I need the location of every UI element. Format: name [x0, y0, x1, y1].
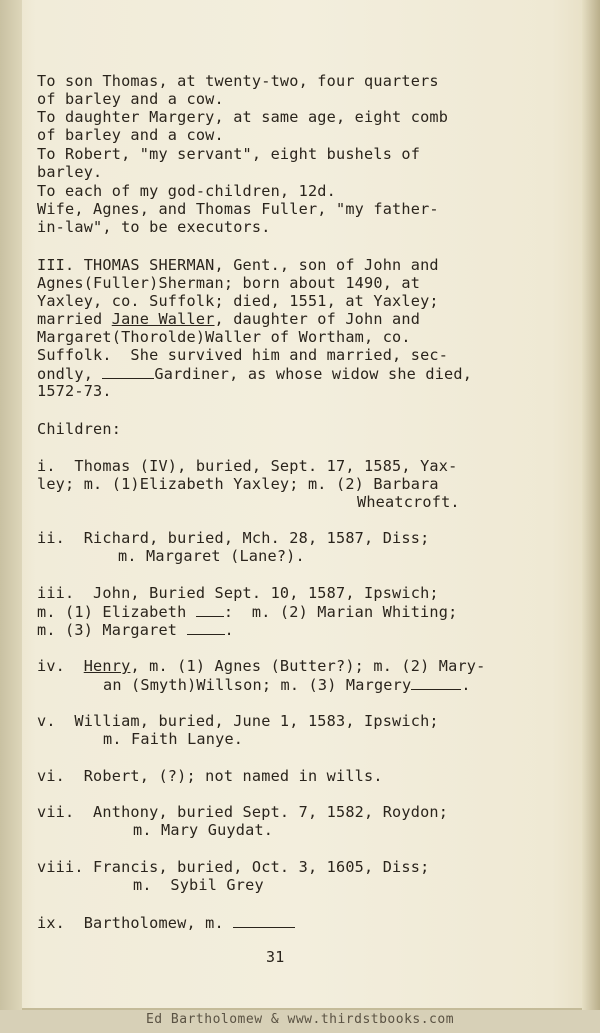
children-heading: Children:	[37, 420, 122, 438]
will-line-3: To daughter Margery, at same age, eight comb	[37, 108, 449, 126]
will-line-9: in-law", to be executors.	[37, 218, 271, 236]
child-ix-text: ix. Bartholomew, m.	[37, 914, 234, 932]
child-iii-line-2	[37, 602, 457, 621]
will-line-7: To each of my god-children, 12d.	[37, 182, 336, 200]
henry-underlined: Henry	[83, 657, 131, 675]
blank-line	[196, 602, 224, 617]
thomas-line-4	[37, 310, 420, 328]
child-ii-line-2: m. Margaret (Lane?).	[118, 547, 305, 565]
child-vii-line-2: m. Mary Guydat.	[133, 821, 274, 839]
thomas-line-5: Margaret(Thorolde)Waller of Wortham, co.	[37, 328, 411, 346]
period: .	[224, 621, 234, 639]
gardiner-text: Gardiner, as whose widow she died,	[154, 365, 473, 383]
blank-line	[187, 620, 225, 635]
child-iii-m2: : m. (2) Marian Whiting;	[223, 603, 458, 621]
child-iii-line-3	[37, 620, 234, 639]
thomas-line-2: Agnes(Fuller)Sherman; born about 1490, at	[37, 274, 421, 292]
footer-watermark: Ed Bartholomew & www.thirdstbooks.com	[145, 1012, 455, 1027]
will-line-4: of barley and a cow.	[37, 126, 224, 144]
thomas-line-1: III. THOMAS SHERMAN, Gent., son of John and	[37, 256, 439, 274]
child-i-line-2: ley; m. (1)Elizabeth Yaxley; m. (2) Barbara	[37, 475, 439, 493]
thomas-line-6: Suffolk. She survived him and married, sec-	[37, 346, 449, 364]
will-line-2: of barley and a cow.	[37, 90, 224, 108]
page-number: 31	[266, 948, 285, 966]
child-i-line-3: Wheatcroft.	[357, 493, 460, 511]
child-iv-line-1	[37, 657, 486, 675]
child-iii-m1: m. (1) Elizabeth	[37, 603, 196, 621]
page-gutter	[0, 0, 22, 1010]
child-viii-line-1: viii. Francis, buried, Oct. 3, 1605, Diss;	[37, 858, 430, 876]
period: .	[461, 676, 471, 694]
page-edge	[582, 0, 600, 1010]
child-viii-line-2: m. Sybil Grey	[133, 876, 264, 894]
will-line-8: Wife, Agnes, and Thomas Fuller, "my father-	[37, 200, 439, 218]
child-v-line-1: v. William, buried, June 1, 1583, Ipswich;	[37, 712, 439, 730]
child-i-line-1: i. Thomas (IV), buried, Sept. 17, 1585, Yax-	[37, 457, 458, 475]
child-ix-line-1	[37, 913, 295, 932]
secondly-text: ondly,	[37, 365, 103, 383]
blank-line	[233, 913, 295, 928]
will-line-5: To Robert, "my servant", eight bushels of	[37, 145, 421, 163]
child-vii-line-1: vii. Anthony, buried Sept. 7, 1582, Roydon;	[37, 803, 449, 821]
child-iv-marriages-2: an (Smyth)Willson; m. (3) Margery	[103, 676, 412, 694]
will-line-1: To son Thomas, at twenty-two, four quarters	[37, 72, 439, 90]
child-v-line-2: m. Faith Lanye.	[103, 730, 244, 748]
married-text: married	[37, 310, 112, 328]
child-iv-numeral: iv.	[37, 657, 84, 675]
child-iv-line-2	[103, 675, 471, 694]
child-iii-m3: m. (3) Margaret	[37, 621, 187, 639]
thomas-line-7	[37, 364, 472, 383]
child-iv-marriages: , m. (1) Agnes (Butter?); m. (2) Mary-	[130, 657, 486, 675]
child-iii-line-1: iii. John, Buried Sept. 10, 1587, Ipswich;	[37, 584, 439, 602]
thomas-line-3: Yaxley, co. Suffolk; died, 1551, at Yaxley;	[37, 292, 439, 310]
thomas-line-8: 1572-73.	[37, 382, 112, 400]
child-ii-line-1: ii. Richard, buried, Mch. 28, 1587, Diss;	[37, 529, 430, 547]
jane-waller-underlined: Jane Waller	[111, 310, 215, 328]
blank-line	[411, 675, 461, 690]
daughter-text: , daughter of John and	[214, 310, 421, 328]
blank-line	[102, 364, 154, 379]
will-line-6: barley.	[37, 163, 103, 181]
child-vi-line-1: vi. Robert, (?); not named in wills.	[37, 767, 383, 785]
